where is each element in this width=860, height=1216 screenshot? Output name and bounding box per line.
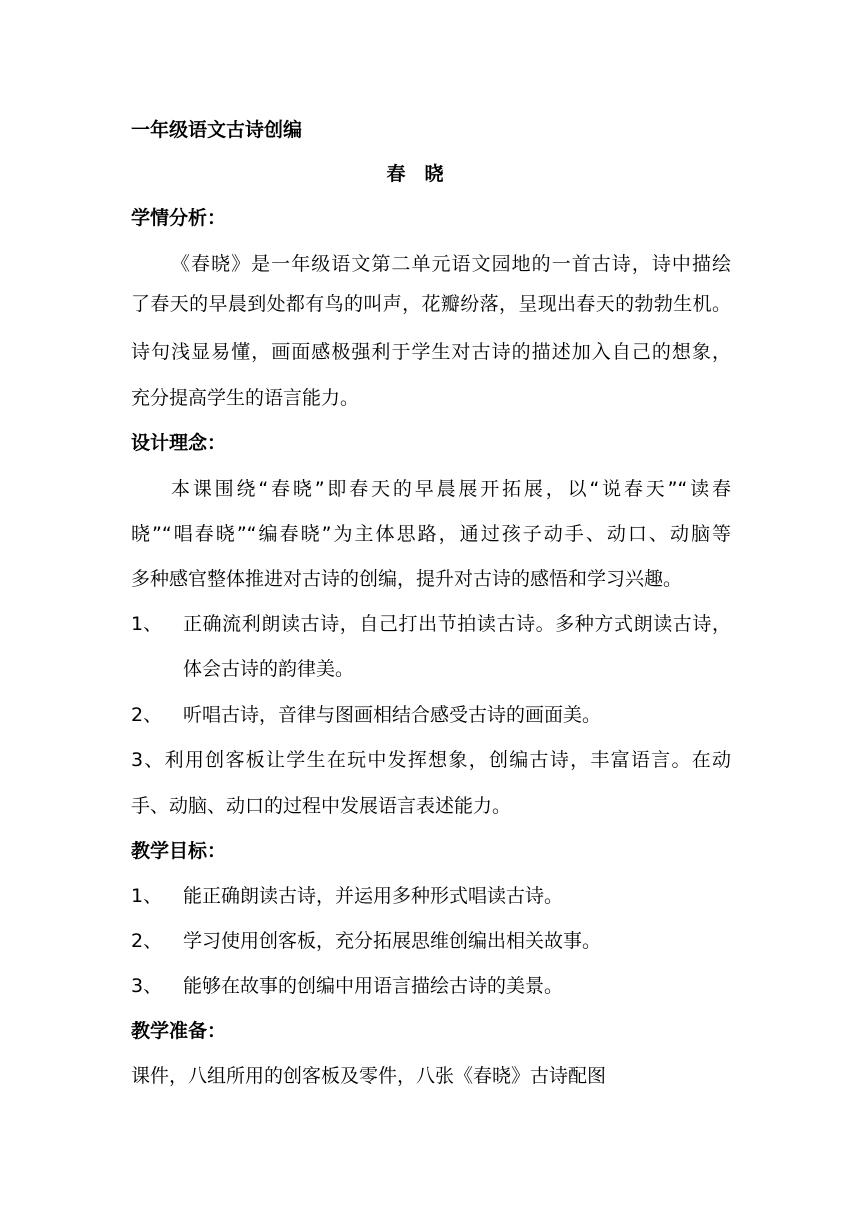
goals-heading: 教学目标： — [131, 840, 227, 862]
design-item-1-number: 1、 — [131, 613, 163, 635]
design-heading: 设计理念： — [131, 432, 227, 454]
prep-heading: 教学准备： — [131, 1020, 227, 1042]
goal-2-number: 2、 — [131, 930, 163, 952]
poem-title: 春 晓 — [386, 163, 444, 185]
design-item-1-line-1: 正确流利朗读古诗，自己打出节拍读古诗。多种方式朗读古诗， — [183, 613, 731, 635]
goal-3-text: 能够在故事的创编中用语言描绘古诗的美景。 — [183, 975, 564, 997]
goal-1-number: 1、 — [131, 885, 163, 907]
analysis-line-2: 了春天的早晨到处都有鸟的叫声，花瓣纷落，呈现出春天的勃勃生机。 — [131, 293, 731, 315]
design-intro-line-1: 本课围绕“春晓”即春天的早晨展开拓展，以“说春天”“读春 — [171, 478, 731, 500]
analysis-line-1: 《春晓》是一年级语文第二单元语文园地的一首古诗，诗中描绘 — [171, 253, 731, 275]
design-item-3-line-1: 3、利用创客板让学生在玩中发挥想象，创编古诗，丰富语言。在动 — [131, 749, 731, 771]
doc-title: 一年级语文古诗创编 — [131, 119, 303, 141]
design-item-2-number: 2、 — [131, 704, 163, 726]
goal-1-text: 能正确朗读古诗，并运用多种形式唱读古诗。 — [183, 885, 564, 907]
design-item-3-line-2: 手、动脑、动口的过程中发展语言表述能力。 — [131, 795, 512, 817]
design-item-2-text: 听唱古诗，音律与图画相结合感受古诗的画面美。 — [183, 704, 602, 726]
analysis-line-4: 充分提高学生的语言能力。 — [131, 387, 360, 409]
prep-text: 课件，八组所用的创客板及零件，八张《春晓》古诗配图 — [131, 1065, 607, 1087]
design-item-1-line-2: 体会古诗的韵律美。 — [183, 658, 355, 680]
design-intro-line-3: 多种感官整体推进对古诗的创编，提升对古诗的感悟和学习兴趣。 — [131, 568, 683, 590]
goal-2-text: 学习使用创客板，充分拓展思维创编出相关故事。 — [183, 930, 602, 952]
analysis-heading: 学情分析： — [131, 207, 227, 229]
design-intro-line-2: 晓”“唱春晓”“编春晓”为主体思路，通过孩子动手、动口、动脑等 — [131, 523, 731, 545]
goal-3-number: 3、 — [131, 975, 163, 997]
analysis-line-3: 诗句浅显易懂，画面感极强利于学生对古诗的描述加入自己的想象， — [131, 341, 731, 363]
